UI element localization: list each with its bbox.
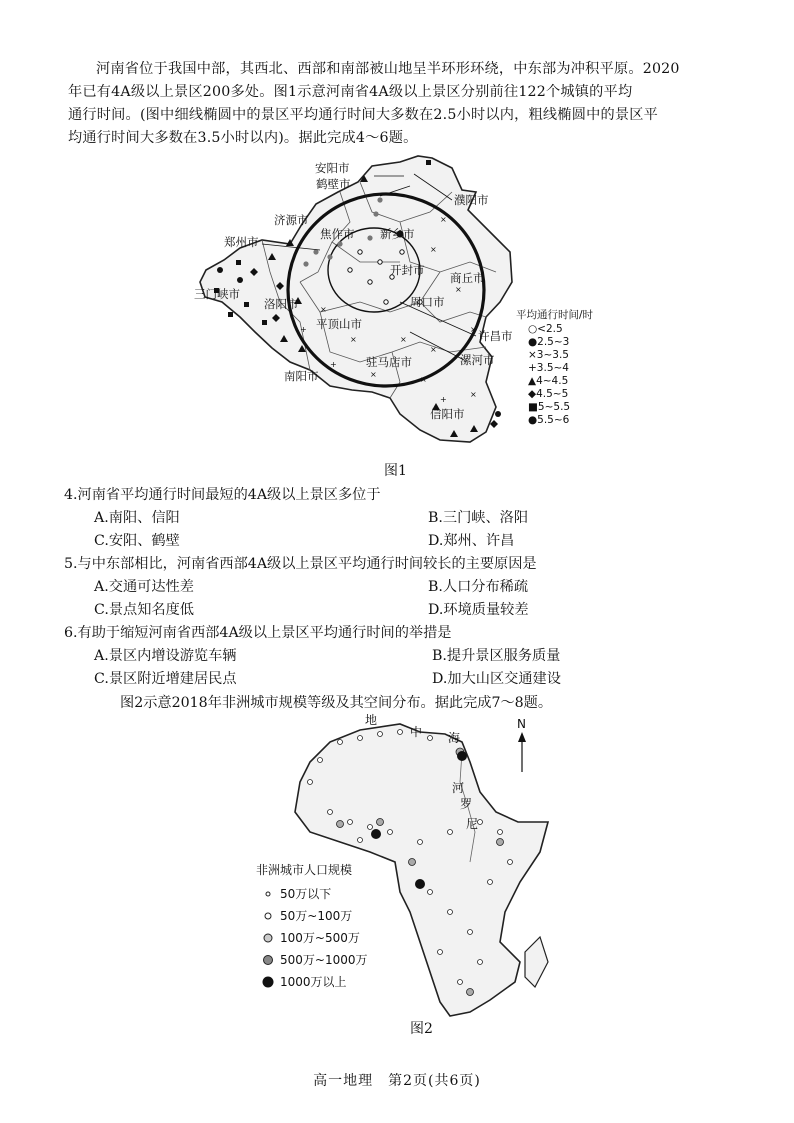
svg-text:+: + [300, 325, 307, 334]
fig1-legend-item: ▲4~4.5 [528, 375, 569, 387]
label-jiyuan: 济源市 [274, 213, 309, 227]
question-6-option-a: A.景区内增设游览车辆 [94, 648, 237, 664]
fig1-legend-item: ●5.5~6 [528, 414, 570, 426]
label-luo: 罗 [460, 797, 473, 811]
svg-text:×: × [430, 345, 437, 354]
label-anyang: 安阳市 [315, 161, 350, 175]
fig1-legend-title: 平均通行时间/时 [516, 309, 594, 321]
figure-1-henan-map [0, 152, 794, 452]
figure-2-caption: 图2 [410, 1021, 433, 1037]
label-kaifeng: 开封市 [390, 263, 425, 277]
label-sanmenxia: 三门峡市 [194, 287, 240, 301]
label-di: 地 [365, 713, 378, 727]
svg-text:+: + [440, 395, 447, 404]
label-ni: 尼 [466, 817, 479, 831]
svg-text:×: × [350, 335, 357, 344]
label-hebi: 鹤壁市 [316, 177, 351, 191]
fig2-legend-item: 100万~500万 [280, 931, 360, 945]
intro-paragraph [68, 58, 728, 150]
question-4-stem: 4.河南省平均通行时间最短的4A级以上景区多位于 [64, 487, 381, 503]
question-5-option-d: D.环境质量较差 [428, 602, 529, 618]
question-6-stem: 6.有助于缩短河南省西部4A级以上景区平均通行时间的举措是 [64, 625, 452, 641]
label-xinxiang: 新乡市 [380, 227, 415, 241]
fig1-legend-item: ◆4.5~5 [528, 388, 569, 400]
label-he: 河 [452, 781, 465, 795]
question-6-option-d: D.加大山区交通建设 [432, 671, 561, 687]
svg-text:×: × [400, 335, 407, 344]
svg-text:×: × [320, 305, 327, 314]
label-nanyang: 南阳市 [284, 369, 319, 383]
north-label: N [517, 717, 526, 731]
svg-text:×: × [455, 285, 462, 294]
fig1-legend-item: ■5~5.5 [528, 401, 571, 413]
label-jiaozuo: 焦作市 [320, 227, 355, 241]
question-4-option-c: C.安阳、鹤壁 [94, 533, 180, 549]
question-5-stem: 5.与中东部相比，河南省西部4A级以上景区平均通行时间较长的主要原因是 [64, 556, 537, 572]
question-5-option-c: C.景点知名度低 [94, 602, 194, 618]
question-4-option-b: B.三门峡、洛阳 [428, 510, 529, 526]
question-4-option-d: D.郑州、许昌 [428, 533, 515, 549]
fig2-legend [256, 862, 368, 989]
svg-text:+: + [330, 360, 337, 369]
intro-line-2: 年已有4A级以上景区200多处。图1示意河南省4A级以上景区分别前往122个城镇的平均 [68, 84, 633, 100]
label-luohe: 漯河市 [460, 353, 495, 367]
label-zhoukou: 周口市 [410, 295, 445, 309]
figure-2-intro: 图2示意2018年非洲城市规模等级及其空间分布。据此完成7～8题。 [120, 695, 553, 711]
question-6-option-c: C.景区附近增建居民点 [94, 671, 237, 687]
fig1-legend-item: ●2.5~3 [528, 336, 570, 348]
intro-line-3: 通行时间。(图中细线椭圆中的景区平均通行时间大多数在2.5小时以内，粗线椭圆中的景区平 [68, 107, 659, 123]
label-zhengzhou: 郑州市 [224, 235, 259, 249]
figure-2-africa-map [0, 712, 794, 1022]
fig2-legend-item: 1000万以上 [280, 975, 347, 989]
svg-text:×: × [430, 245, 437, 254]
label-shangqiu: 商丘市 [450, 271, 485, 285]
svg-text:×: × [440, 215, 447, 224]
svg-text:×: × [420, 375, 427, 384]
svg-text:×: × [470, 390, 477, 399]
fig2-legend-item: 50万~100万 [280, 909, 353, 923]
label-pingdingshan: 平顶山市 [316, 317, 362, 331]
question-4-option-a: A.南阳、信阳 [94, 510, 180, 526]
figure-1-caption: 图1 [384, 463, 407, 479]
label-hai: 海 [448, 731, 461, 745]
label-xuchang: 许昌市 [478, 329, 513, 343]
fig1-legend [516, 308, 594, 426]
intro-line-4: 均通行时间大多数在3.5小时以内)。据此完成4～6题。 [68, 130, 418, 146]
page-footer: 高一地理 第2页(共6页) [313, 1073, 481, 1089]
svg-text:×: × [470, 325, 477, 334]
intro-line-1: 河南省位于我国中部，其西北、西部和南部被山地呈半环形环绕，中东部为冲积平原。2020 [96, 61, 680, 77]
fig2-legend-title: 非洲城市人口规模 [256, 863, 353, 877]
question-5-option-a: A.交通可达性差 [94, 579, 194, 595]
fig1-legend-item: ○<2.5 [528, 323, 563, 335]
label-zhumadian: 驻马店市 [366, 355, 412, 369]
label-xinyang: 信阳市 [430, 407, 465, 421]
fig1-legend-item: +3.5~4 [528, 362, 569, 374]
fig2-legend-item: 50万以下 [280, 887, 332, 901]
label-luoyang: 洛阳市 [264, 297, 299, 311]
label-puyang: 濮阳市 [454, 193, 489, 207]
question-5-option-b: B.人口分布稀疏 [428, 579, 529, 595]
fig2-legend-item: 500万~1000万 [280, 953, 368, 967]
label-zhong: 中 [410, 725, 423, 739]
fig1-legend-item: ×3~3.5 [528, 349, 569, 361]
svg-text:×: × [370, 370, 377, 379]
question-6-option-b: B.提升景区服务质量 [432, 648, 561, 664]
